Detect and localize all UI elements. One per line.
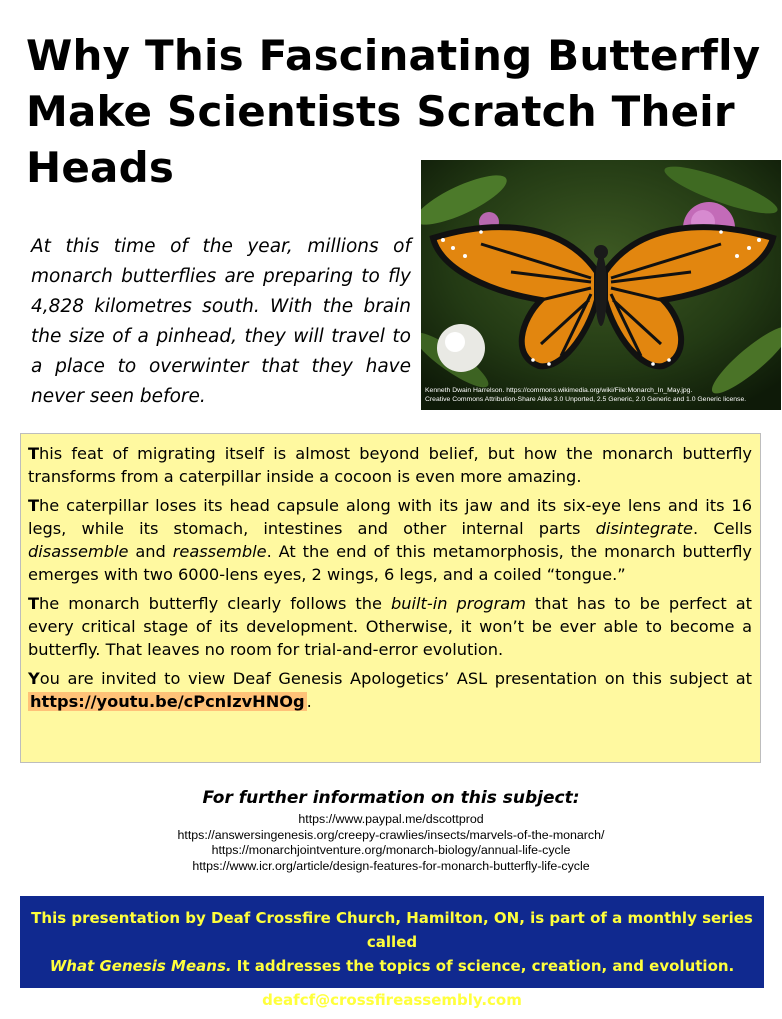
paragraph-4-text-a: ou are invited to view Deaf Genesis Apologetics’ ASL presentation on this subject at	[39, 669, 752, 688]
paragraph-1	[28, 442, 752, 488]
dropcap-4: Y	[28, 669, 40, 688]
footer-line-2-text: It addresses the topics of science, creation, and evolution.	[231, 957, 735, 975]
dropcap-3: T	[28, 594, 40, 613]
paragraph-3-text-a: he monarch butterfly clearly follows the	[39, 594, 391, 613]
photo-credit-line1: Kenneth Dwain Harrelson. https://commons.wikimedia.org/wiki/File:Monarch_In_May.jpg.	[425, 387, 693, 394]
dropcap-1: T	[28, 444, 40, 463]
main-text-box	[20, 433, 761, 763]
reference-links	[0, 812, 782, 874]
further-info-heading: For further information on this subject:	[202, 788, 580, 808]
series-title: What Genesis Means.	[49, 957, 232, 975]
page-title: Why This Fascinating Butterfly Make Scientists Scratch Their Heads	[26, 31, 761, 192]
reference-link[interactable]: https://www.paypal.me/dscottprod	[298, 812, 484, 826]
reference-link[interactable]: https://www.icr.org/article/design-features-for-monarch-butterfly-life-cycle	[192, 858, 590, 873]
paragraph-2-text-c: and	[128, 542, 173, 561]
paragraph-3-text-b: that has to be perfect at every critical stage of its development. Otherwise, it won’t be ever able to become a butterfly. That leaves no room for trial-and-error evolution.	[28, 594, 752, 659]
photo-credit-line2: Creative Commons Attribution-Share Alike 3.0 Unported, 2.5 Generic, 2.0 Generic and 1.0 Generic license.	[425, 396, 747, 403]
photo-credit	[425, 386, 775, 404]
contact-email[interactable]: deafcf@crossfireassembly.com	[262, 991, 522, 1009]
reference-link[interactable]: https://monarchjointventure.org/monarch-biology/annual-life-cycle	[211, 843, 571, 857]
emphasis-disassemble: disassemble	[28, 542, 129, 561]
paragraph-4-text-b: .	[306, 692, 312, 711]
paragraph-2-text-a: he caterpillar loses its head capsule along with its jaw and its six-eye lens and its 16 legs, while its stomach, intestines and other internal parts	[28, 496, 752, 538]
intro-paragraph: At this time of the year, millions of monarch butterflies are preparing to fly 4,828 kilometres south. With the brain the size of a pinhead, they will travel to a place to overwinter that they have never seen before.	[31, 236, 411, 407]
paragraph-2	[28, 494, 752, 586]
paragraph-2-text-b: . Cells	[693, 519, 753, 538]
reference-link[interactable]: https://answersingenesis.org/creepy-crawlies/insects/marvels-of-the-monarch/	[177, 827, 605, 842]
emphasis-built-in-program: built-in program	[390, 594, 526, 613]
emphasis-reassemble: reassemble	[172, 542, 267, 561]
footer-line-2	[20, 954, 764, 978]
youtube-link[interactable]: https://youtu.be/cPcnIzvHNOg	[30, 692, 305, 711]
monarch-butterfly-image	[421, 160, 781, 410]
monarch-butterfly-photo	[421, 160, 781, 410]
footer-box	[20, 896, 764, 1009]
paragraph-1-text: his feat of migrating itself is almost beyond belief, but how the monarch butterfly transforms from a caterpillar inside a cocoon is even more amazing.	[28, 444, 752, 486]
emphasis-disintegrate: disintegrate	[595, 519, 693, 538]
dropcap-2: T	[28, 496, 40, 515]
footer-line-1: This presentation by Deaf Crossfire Church, Hamilton, ON, is part of a monthly series called	[31, 909, 753, 951]
paragraph-4	[28, 667, 752, 713]
paragraph-3	[28, 592, 752, 661]
paragraph-2-text-d: . At the end of this metamorphosis, the monarch butterfly emerges with two 6000-lens eyes, 2 wings, 6 legs, and a coiled “tongue.”	[28, 542, 752, 584]
